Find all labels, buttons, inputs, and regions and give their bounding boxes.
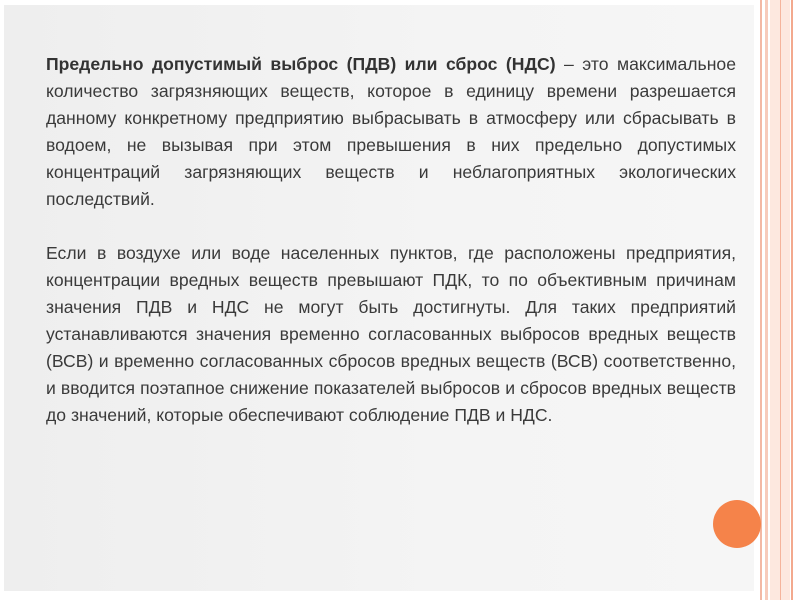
decorative-circle [713, 500, 761, 548]
decorative-stripe [780, 0, 781, 600]
explanation-paragraph: Если в воздухе или воде населенных пунктов, где расположены предприятия, концентрации вредных веществ превышают ПДК, то по объективным причинам значения ПДВ и НДС не могут быть достигнуты. Для таких предприятий устанавливаются значения временно согласованных выбросов вредных веществ (ВСВ) и временно согласованных сбросов вредных веществ (ВСВ) соответственно, и вводится поэтапное снижение показателей выбросов и сбросов вредных веществ до значений, которые обеспечивают соблюдение ПДВ и НДС. [46, 243, 736, 425]
definition-text: это максимальное количество загрязняющих веществ, которое в единицу времени разрешается данному конкретному предприятию выбрасывать в атмосферу или сбрасывать в водоем, не вызывая при этом превышения в них предельно допустимых концентраций загрязняющих веществ и неблагоприятных экологических последствий. [46, 54, 736, 209]
decorative-stripe [791, 0, 793, 600]
defined-term: Предельно допустимый выброс (ПДВ) или сброс (НДС) [46, 54, 556, 74]
definition-paragraph [46, 51, 736, 213]
decorative-stripe [760, 0, 762, 600]
dash-separator: – [555, 54, 583, 74]
slide-content [46, 51, 736, 429]
decorative-stripe [765, 0, 768, 600]
